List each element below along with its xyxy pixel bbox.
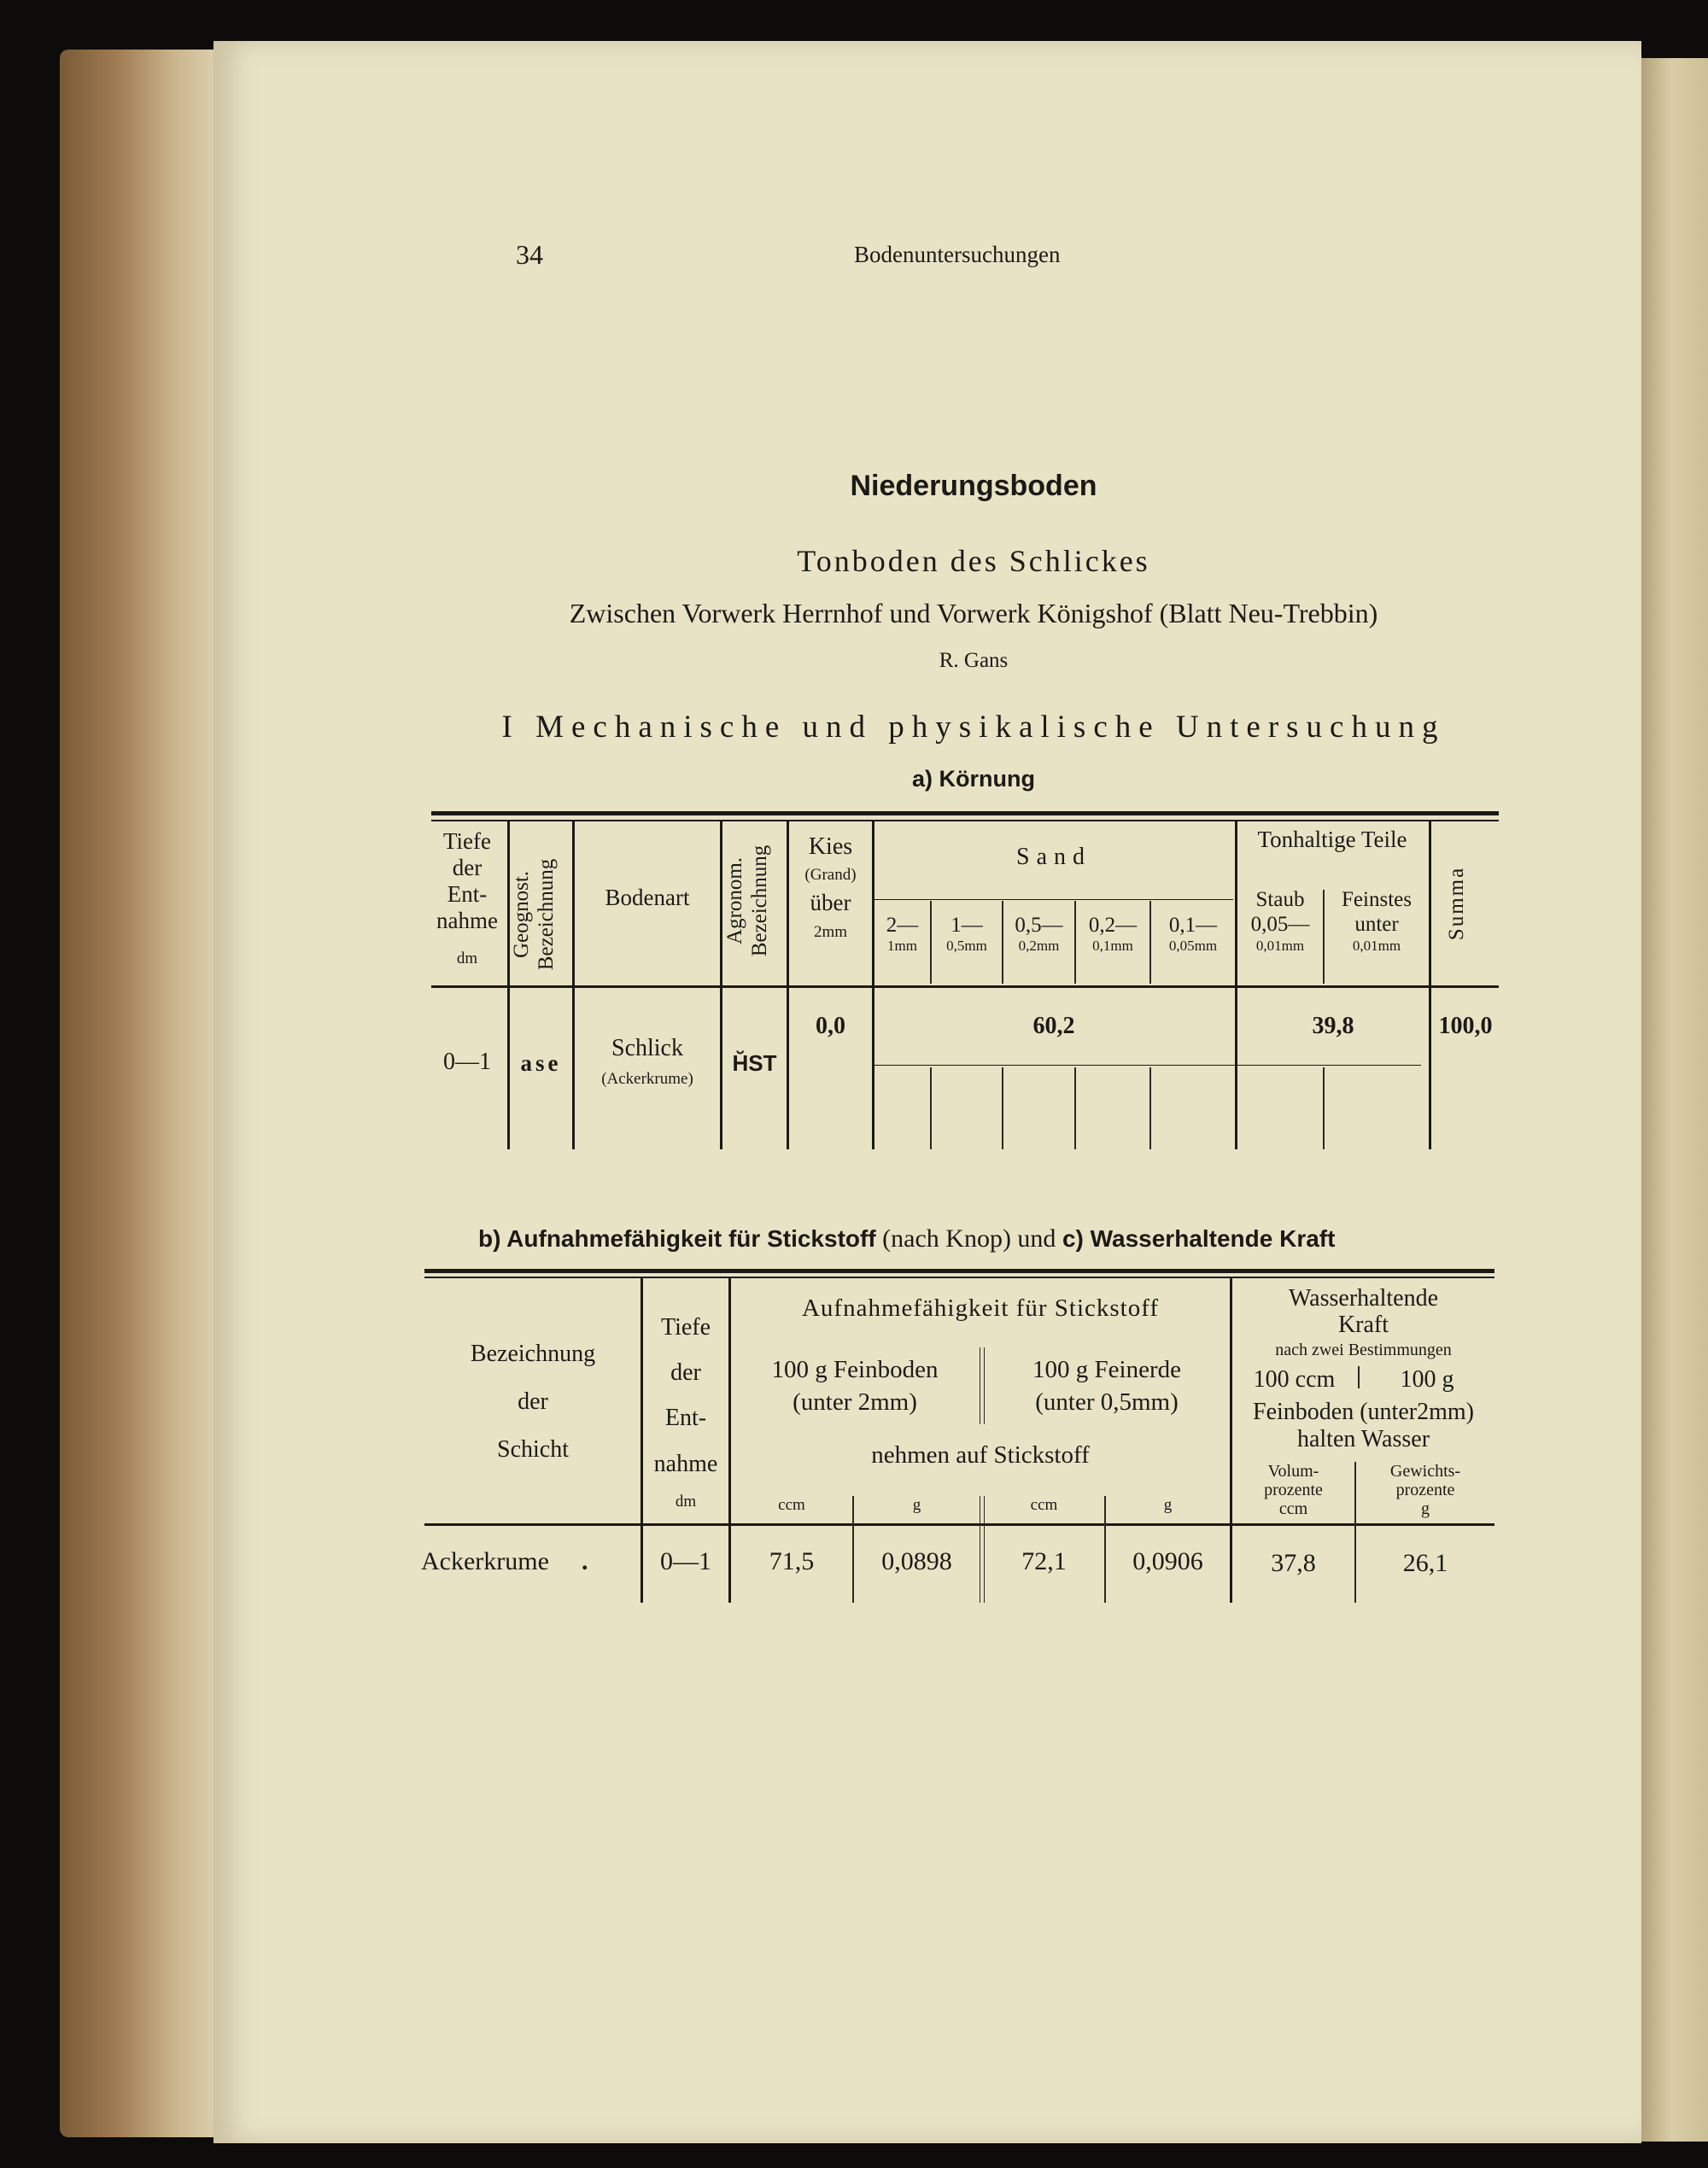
part-a-heading: a) Körnung — [912, 766, 1035, 792]
cell-feinboden-ccm: 71,5 — [769, 1547, 815, 1575]
cell-agronom: H̆ST — [732, 1050, 777, 1076]
header-volum: Volum- prozente ccm — [1264, 1462, 1323, 1518]
cell-gewichts: 26,1 — [1402, 1549, 1448, 1577]
header-wasser: Wasserhaltende Kraft — [1289, 1285, 1438, 1338]
header-sand-1-05: 1— 0,5mm — [946, 914, 987, 954]
page-sheet — [214, 41, 1641, 2143]
header-feinboden: 100 g Feinboden (unter 2mm) — [771, 1356, 939, 1416]
header-tiefe-unit: dm — [456, 950, 478, 967]
header-bezeichnung: Bezeichnung der Schicht — [470, 1341, 596, 1463]
cell-feinboden-g: 0,0898 — [881, 1547, 952, 1575]
header-agronom: Agronom. Bezeichnung — [723, 844, 771, 957]
running-head: Bodenuntersuchungen — [854, 242, 1061, 267]
header-feinerde: 100 g Feinerde (unter 0,5mm) — [1032, 1356, 1181, 1416]
cell-tiefe: 0—1 — [443, 1049, 491, 1075]
author: R. Gans — [939, 649, 1009, 672]
header-tiefe: Tiefe der Ent- nahme — [436, 828, 498, 934]
header-sand-2-1: 2— 1mm — [886, 914, 919, 954]
book-left-edge — [60, 50, 222, 2137]
header-sand-01-005: 0,1— 0,05mm — [1168, 914, 1218, 954]
unit-g-2: g — [1163, 1496, 1173, 1514]
header-wasser-ccm: 100 ccm — [1253, 1366, 1336, 1393]
header-sand-05-02: 0,5— 0,2mm — [1015, 914, 1063, 954]
unit-ccm-2: ccm — [1030, 1496, 1058, 1514]
cell-bezeichnung-b: Ackerkrume . — [421, 1547, 588, 1575]
header-aufnahme: Aufnahmefähigkeit für Stickstoff — [801, 1294, 1160, 1322]
header-sand: Sand — [1016, 844, 1091, 870]
cell-feinerde-g: 0,0906 — [1132, 1547, 1203, 1575]
cell-tiefe-b: 0—1 — [660, 1547, 711, 1575]
cell-tonhaltige: 39,8 — [1312, 1013, 1354, 1039]
header-kies: Kies (Grand) über 2mm — [804, 833, 857, 941]
cell-feinerde-ccm: 72,1 — [1021, 1547, 1067, 1575]
cell-kies: 0,0 — [816, 1013, 845, 1039]
cell-geognost: ase — [520, 1050, 562, 1076]
header-summa: Summa — [1445, 866, 1468, 941]
location-line: Zwischen Vorwerk Herrnhof und Vorwerk Königshof (Blatt Neu-Trebbin) — [569, 598, 1378, 628]
cell-volum: 37,8 — [1271, 1549, 1316, 1577]
header-geognost: Geognost. Bezeichnung — [510, 858, 558, 971]
cell-sand: 60,2 — [1032, 1013, 1075, 1039]
header-feinstes: Feinstes unter 0,01mm — [1342, 888, 1412, 954]
header-wasser-g: 100 g — [1400, 1366, 1454, 1393]
header-tiefe-b-unit: dm — [675, 1493, 697, 1511]
header-bodenart: Bodenart — [605, 885, 690, 910]
cell-bodenart-note: (Ackerkrume) — [601, 1070, 693, 1088]
header-nehmen: nehmen auf Stickstoff — [871, 1441, 1090, 1469]
header-sand-02-01: 0,2— 0,1mm — [1088, 914, 1138, 954]
header-tonhaltige: Tonhaltige Teile — [1257, 827, 1407, 852]
cell-summa: 100,0 — [1438, 1013, 1493, 1039]
header-gewichts: Gewichts- prozente g — [1389, 1462, 1461, 1518]
unit-ccm-1: ccm — [778, 1496, 805, 1514]
header-wasser-mid: Feinboden (unter2mm) halten Wasser — [1253, 1399, 1474, 1453]
header-staub: Staub 0,05— 0,01mm — [1250, 888, 1310, 954]
unit-g-1: g — [912, 1496, 921, 1514]
subtitle: Tonboden des Schlickes — [797, 544, 1150, 578]
page-number: 34 — [516, 239, 543, 270]
section-heading: I Mechanische und physikalische Untersuchung — [501, 710, 1446, 745]
cell-bodenart: Schlick — [611, 1035, 683, 1061]
header-tiefe-b: Tiefe der Ent- nahme — [653, 1314, 718, 1477]
part-bc-heading: b) Aufnahmefähigkeit für Stickstoff (nach Knop) und c) Wasserhaltende Kraft — [478, 1224, 1336, 1253]
header-wasser-note: nach zwei Bestimmungen — [1275, 1341, 1452, 1359]
book-right-edge — [1641, 58, 1708, 2142]
main-title: Niederungsboden — [850, 470, 1097, 502]
